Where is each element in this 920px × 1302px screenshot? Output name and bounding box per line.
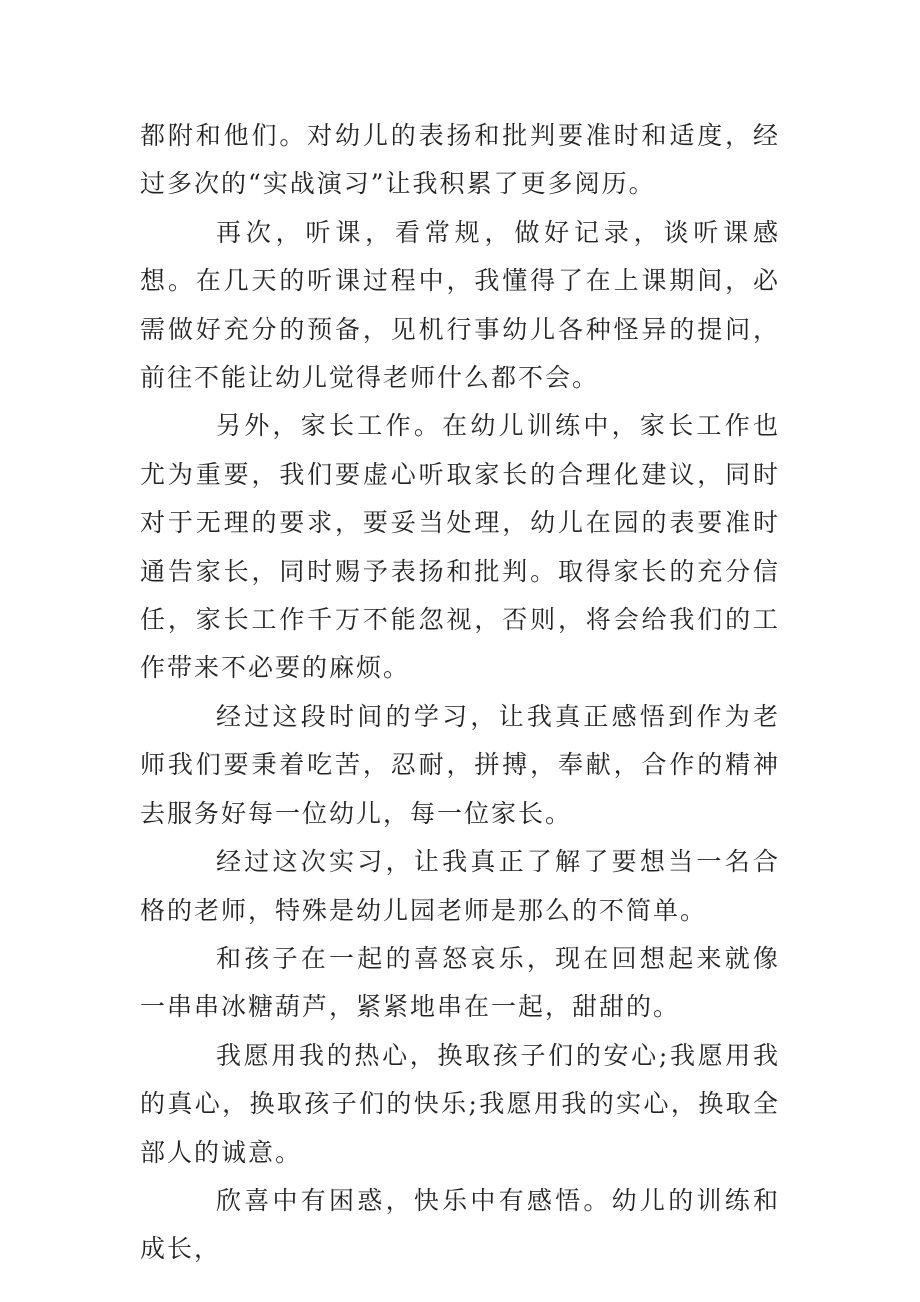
- paragraph: 另外，家长工作。在幼儿训练中，家长工作也尤为重要，我们要虚心听取家长的合理化建议，同时对于无理的要求，要妥当处理，幼儿在园的表要准时通告家长，同时赐予表扬和批判。取得家长的充分信任，家长工作千万不能忽视，否则，将会给我们的工作带来不必要的麻烦。: [140, 411, 780, 683]
- paragraph: 欣喜中有困惑，快乐中有感悟。幼儿的训练和成长，: [140, 1185, 780, 1264]
- paragraph: 经过这次实习，让我真正了解了要想当一名合格的老师，特殊是幼儿园老师是那么的不简单。: [140, 847, 780, 925]
- paragraph: 和孩子在一起的喜怒哀乐，现在回想起来就像一串串冰糖葫芦，紧紧地串在一起，甜甜的。: [140, 943, 780, 1022]
- document-body: [140, 112, 780, 1274]
- paragraph: 经过这段时间的学习，让我真正感悟到作为老师我们要秉着吃苦，忍耐，拼搏，奉献，合作的精神去服务好每一位幼儿，每一位家长。: [140, 701, 780, 828]
- paragraph: 都附和他们。对幼儿的表扬和批判要准时和适度，经过多次的“实战演习”让我积累了更多阅历。: [140, 121, 780, 199]
- paragraph: 再次，听课，看常规，做好记录，谈听课感想。在几天的听课过程中，我懂得了在上课期间，必需做好充分的预备，见机行事幼儿各种怪异的提问，前往不能让幼儿觉得老师什么都不会。: [140, 217, 780, 393]
- paragraph: 我愿用我的热心，换取孩子们的安心;我愿用我的真心，换取孩子们的快乐;我愿用我的实心，换取全部人的诚意。: [140, 1040, 780, 1167]
